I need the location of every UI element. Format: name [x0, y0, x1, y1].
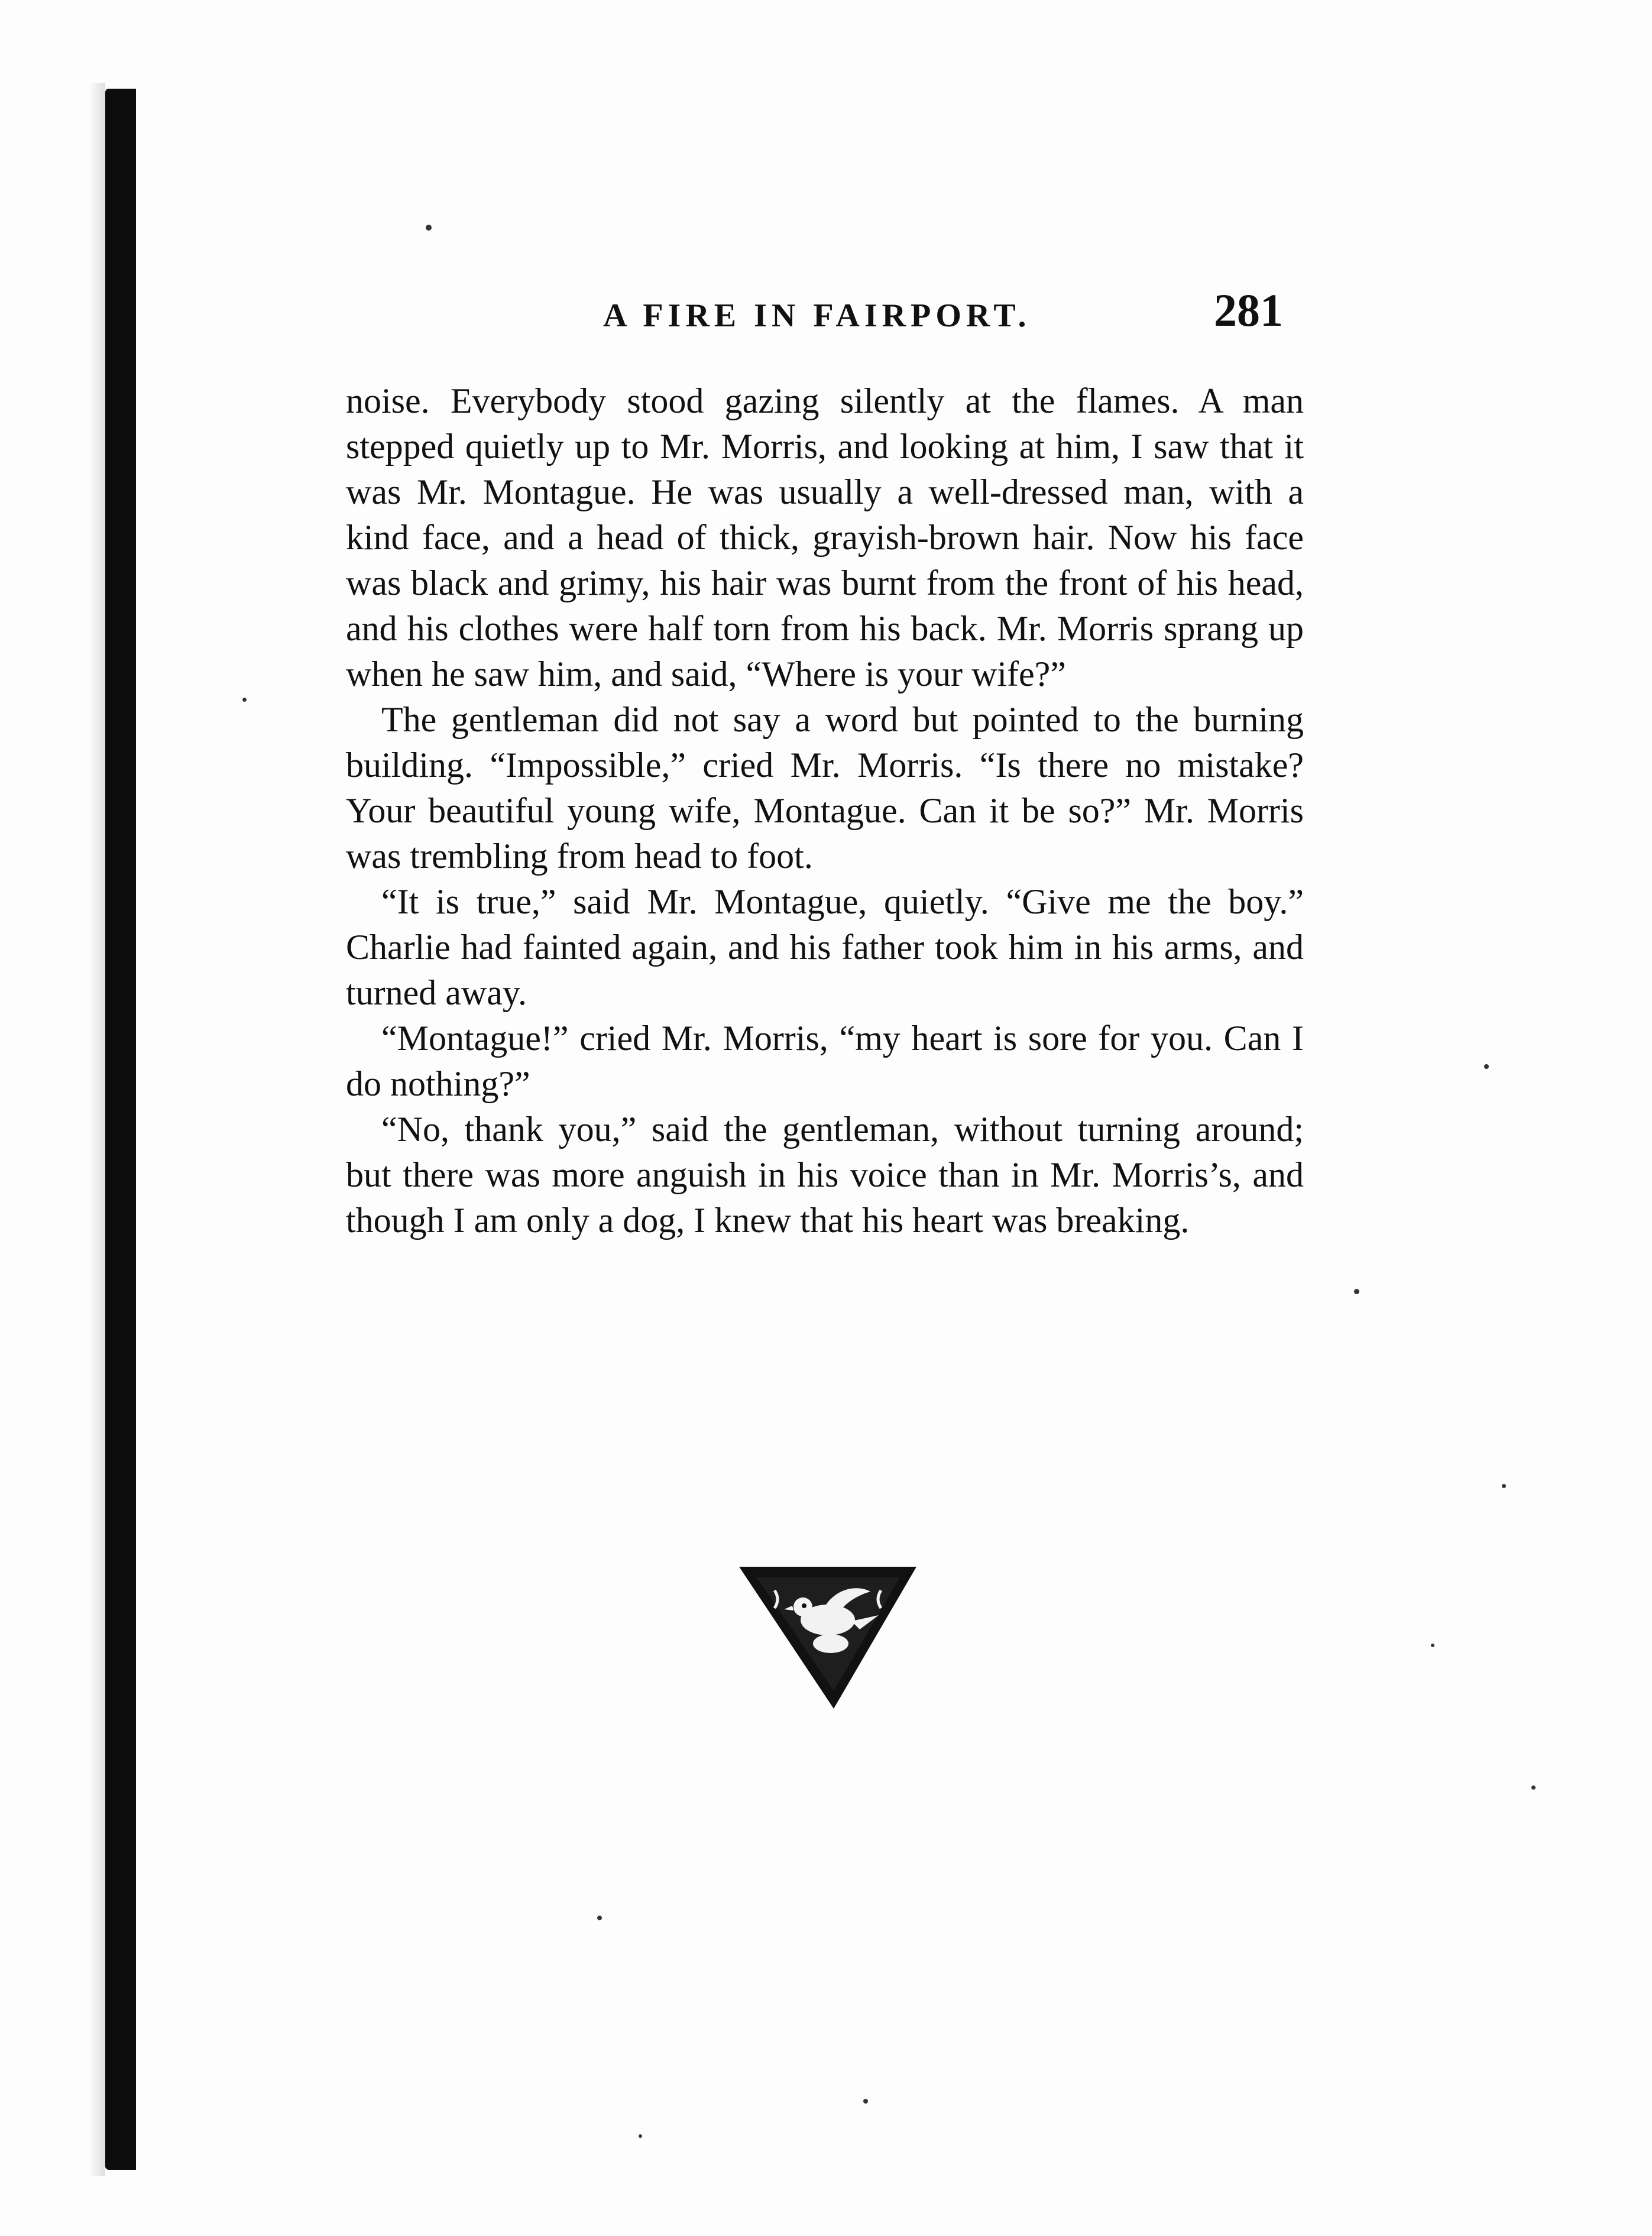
paragraph: “It is true,” said Mr. Montague, quietly. “Give me the boy.” Charlie had fainted again, and his father took him in his arms, and turned away. — [346, 882, 1304, 1012]
paragraph: “No, thank you,” said the gentleman, without turning around; but there was more anguish in his voice than in Mr. Morris’s, and though I am only a dog, I knew that his heart was breaking. — [346, 1110, 1304, 1240]
running-title: A FIRE IN FAIRPORT. — [603, 297, 1031, 334]
paragraph: The gentleman did not say a word but pointed to the burning building. “Impossible,” cried Mr. Morris. “Is there no mistake? Your beautiful young wife, Montague. Can it be so?” Mr. Morris was trembling from head to foot. — [346, 700, 1304, 876]
print-speck — [1431, 1644, 1434, 1647]
print-speck — [1502, 1484, 1506, 1488]
print-speck — [1531, 1785, 1536, 1790]
bird-in-triangle-ornament-icon — [733, 1555, 922, 1715]
body-text — [346, 378, 1304, 1243]
ornament-bird-eye — [802, 1603, 806, 1608]
print-speck — [863, 2099, 868, 2104]
running-head — [568, 284, 1283, 349]
print-speck — [1354, 1289, 1359, 1294]
print-speck — [426, 225, 432, 231]
print-speck — [1484, 1064, 1489, 1069]
binding-shadow — [89, 83, 105, 2176]
print-speck — [597, 1916, 602, 1920]
book-binding-edge — [105, 89, 136, 2170]
paragraph: noise. Everybody stood gazing silently at the flames. A man stepped quietly up to Mr. Morris, and looking at him, I saw that it was Mr. Montague. He was usually a well-dressed man, with a kind face, and a head of thick, grayish-brown hair. Now his face was black and grimy, his hair was burnt from the front of his head, and his clothes were half torn from his back. Mr. Morris sprang up when he saw him, and said, “Where is your wife?” — [346, 381, 1304, 694]
print-speck — [639, 2134, 642, 2138]
page-number: 281 — [1214, 284, 1283, 336]
print-speck — [242, 698, 247, 702]
paragraph: “Montague!” cried Mr. Morris, “my heart is sore for you. Can I do nothing?” — [346, 1019, 1304, 1103]
